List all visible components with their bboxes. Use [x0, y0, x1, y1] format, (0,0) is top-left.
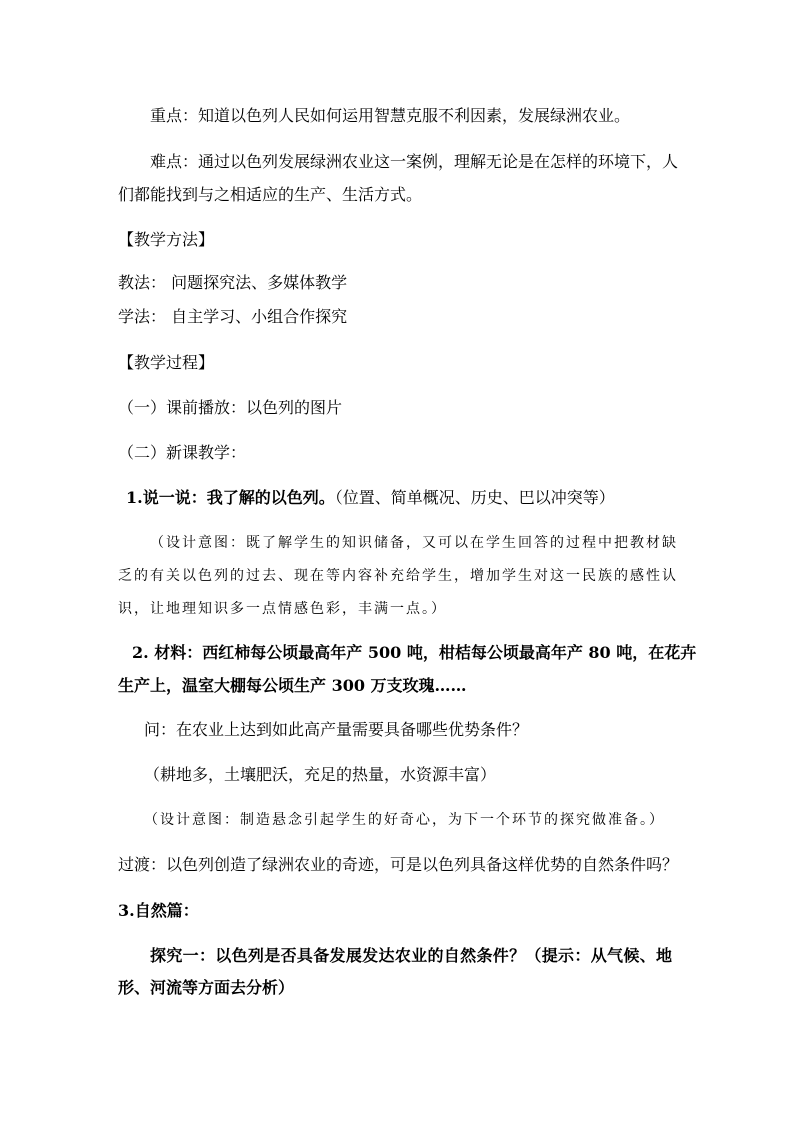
design-intent-1-line-2: 乏的有关以色列的过去、现在等内容补充给学生，增加学生对这一民族的感性认 [118, 568, 678, 584]
design-intent-2: （设计意图：制造悬念引起学生的好奇心，为下一个环节的探究做准备。） [144, 812, 665, 828]
item-2-line-2: 生产上，温室大棚每公顷生产 300 万支玫瑰…… [118, 676, 467, 695]
step-2: （二）新课教学： [118, 443, 247, 462]
explore-line-2: 形、河流等方面去分析） [118, 978, 295, 997]
item-3: 3.自然篇： [118, 901, 199, 920]
item-2-line-1: 2. 材料：西红柿每公顷最高年产 500 吨，柑桔每公顷最高年产 80 吨，在花卉 [132, 643, 697, 662]
design-intent-1-line-1: （设计意图：既了解学生的知识储备，又可以在学生回答的过程中把教材缺 [150, 535, 678, 551]
methods-heading: 【教学方法】 [118, 230, 215, 249]
step-1: （一）课前播放：以色列的图片 [118, 398, 343, 417]
item-1 [126, 488, 615, 508]
teaching-method: 教法： 问题探究法、多媒体教学 [118, 273, 348, 292]
question: 问：在农业上达到如此高产量需要具备哪些优势条件？ [144, 720, 529, 739]
design-intent-1-line-3: 识，让地理知识多一点情感色彩，丰满一点。） [118, 601, 447, 617]
answer: （耕地多，土壤肥沃，充足的热量，水资源丰富） [144, 765, 497, 784]
process-heading: 【教学过程】 [118, 353, 215, 372]
item-1-title: 1.说一说：我了解的以色列。 [126, 488, 335, 507]
difficulty-line-1: 难点：通过以色列发展绿洲农业这一案例，理解无论是在怎样的环境下，人 [150, 152, 679, 171]
explore-line-1: 探究一：以色列是否具备发展发达农业的自然条件？（提示：从气候、地 [150, 946, 672, 965]
difficulty-line-2: 们都能找到与之相适应的生产、生活方式。 [118, 185, 423, 204]
key-point: 重点：知道以色列人民如何运用智慧克服不利因素，发展绿洲农业。 [150, 106, 631, 125]
item-1-detail: （位置、简单概况、历史、巴以冲突等） [334, 488, 615, 507]
learning-method: 学法： 自主学习、小组合作探究 [118, 307, 348, 326]
transition: 过渡：以色列创造了绿洲农业的奇迹，可是以色列具备这样优势的自然条件吗？ [118, 855, 679, 874]
